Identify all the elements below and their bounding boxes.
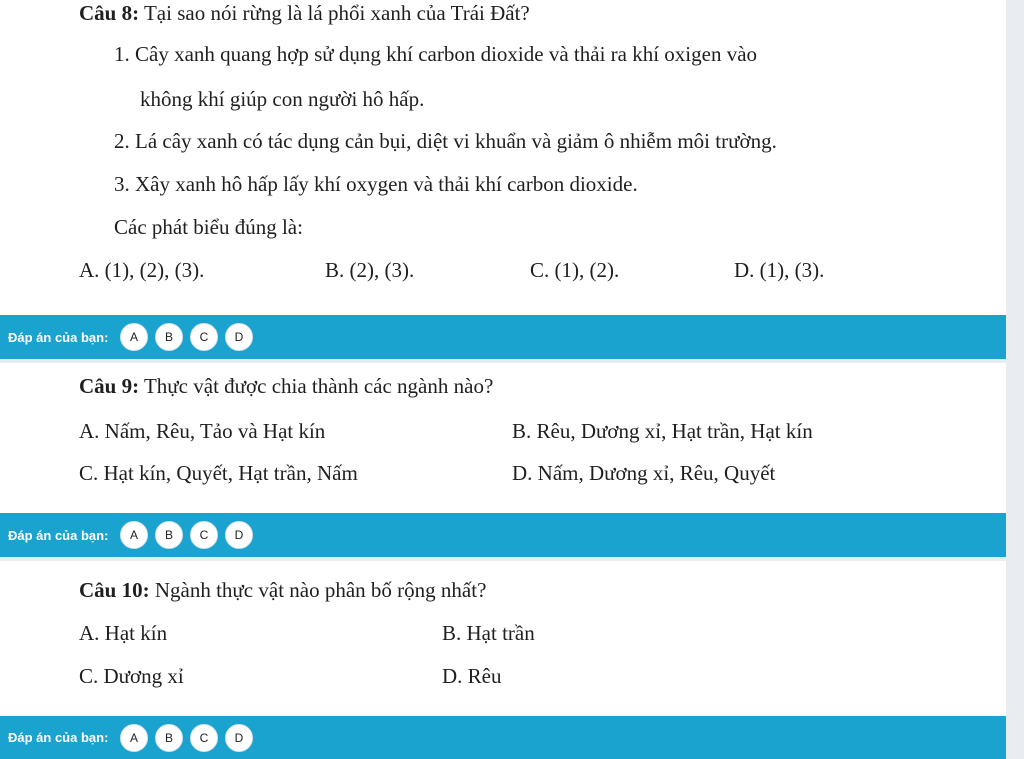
question-9-option-a: A. Nấm, Rêu, Tảo và Hạt kín xyxy=(79,419,326,443)
answer-label: Đáp án của bạn: xyxy=(8,527,109,543)
separator xyxy=(0,359,1006,363)
question-9-number: Câu 9: xyxy=(79,374,140,398)
answer-choice-b[interactable]: B xyxy=(155,521,183,549)
separator xyxy=(0,557,1006,561)
page-right-gutter xyxy=(1006,0,1024,759)
answer-choice-b[interactable]: B xyxy=(155,323,183,351)
answer-choice-d[interactable]: D xyxy=(225,724,253,752)
question-9-title xyxy=(79,373,493,399)
answer-bar-q9 xyxy=(0,513,1006,557)
question-10-number: Câu 10: xyxy=(79,578,150,602)
question-8-statement-3: 3. Xây xanh hô hấp lấy khí oxygen và thải khí carbon dioxide. xyxy=(114,172,638,196)
question-10-option-b: B. Hạt trần xyxy=(442,621,535,645)
question-9-option-d: D. Nấm, Dương xỉ, Rêu, Quyết xyxy=(512,461,776,485)
answer-choice-c[interactable]: C xyxy=(190,323,218,351)
question-9-option-b: B. Rêu, Dương xỉ, Hạt trần, Hạt kín xyxy=(512,419,813,443)
answer-choice-c[interactable]: C xyxy=(190,724,218,752)
question-8-statement-1: 1. Cây xanh quang hợp sử dụng khí carbon dioxide và thải ra khí oxigen vào xyxy=(114,42,758,66)
question-8-prompt: Các phát biểu đúng là: xyxy=(114,215,303,239)
question-8-option-d: D. (1), (3). xyxy=(734,258,825,282)
question-8-option-a: A. (1), (2), (3). xyxy=(79,258,205,282)
question-10-option-d: D. Rêu xyxy=(442,664,502,688)
question-8-text: Tại sao nói rừng là lá phổi xanh của Trái Đất? xyxy=(139,1,530,25)
answer-choice-a[interactable]: A xyxy=(120,521,148,549)
answer-choice-a[interactable]: A xyxy=(120,323,148,351)
answer-choice-d[interactable]: D xyxy=(225,521,253,549)
answer-bar-q10 xyxy=(0,716,1006,759)
answer-bar-q8 xyxy=(0,315,1006,359)
question-10-title xyxy=(79,577,486,603)
question-10-option-a: A. Hạt kín xyxy=(79,621,168,645)
answer-choice-b[interactable]: B xyxy=(155,724,183,752)
question-10-option-c: C. Dương xỉ xyxy=(79,664,184,688)
answer-choice-c[interactable]: C xyxy=(190,521,218,549)
question-8-statement-2: 2. Lá cây xanh có tác dụng cản bụi, diệt vi khuẩn và giảm ô nhiễm môi trường. xyxy=(114,129,777,153)
question-8-option-b: B. (2), (3). xyxy=(325,258,415,282)
answer-label: Đáp án của bạn: xyxy=(8,329,109,345)
question-8-title xyxy=(79,0,530,26)
question-8-option-c: C. (1), (2). xyxy=(530,258,620,282)
question-8-statement-1-cont: không khí giúp con người hô hấp. xyxy=(140,87,425,111)
question-10-text: Ngành thực vật nào phân bố rộng nhất? xyxy=(149,578,487,602)
answer-label: Đáp án của bạn: xyxy=(8,730,109,745)
question-8-number: Câu 8: xyxy=(79,1,140,25)
question-9-option-c: C. Hạt kín, Quyết, Hạt trần, Nấm xyxy=(79,461,358,485)
answer-choice-a[interactable]: A xyxy=(120,724,148,752)
answer-choice-d[interactable]: D xyxy=(225,323,253,351)
question-9-text: Thực vật được chia thành các ngành nào? xyxy=(139,374,494,398)
